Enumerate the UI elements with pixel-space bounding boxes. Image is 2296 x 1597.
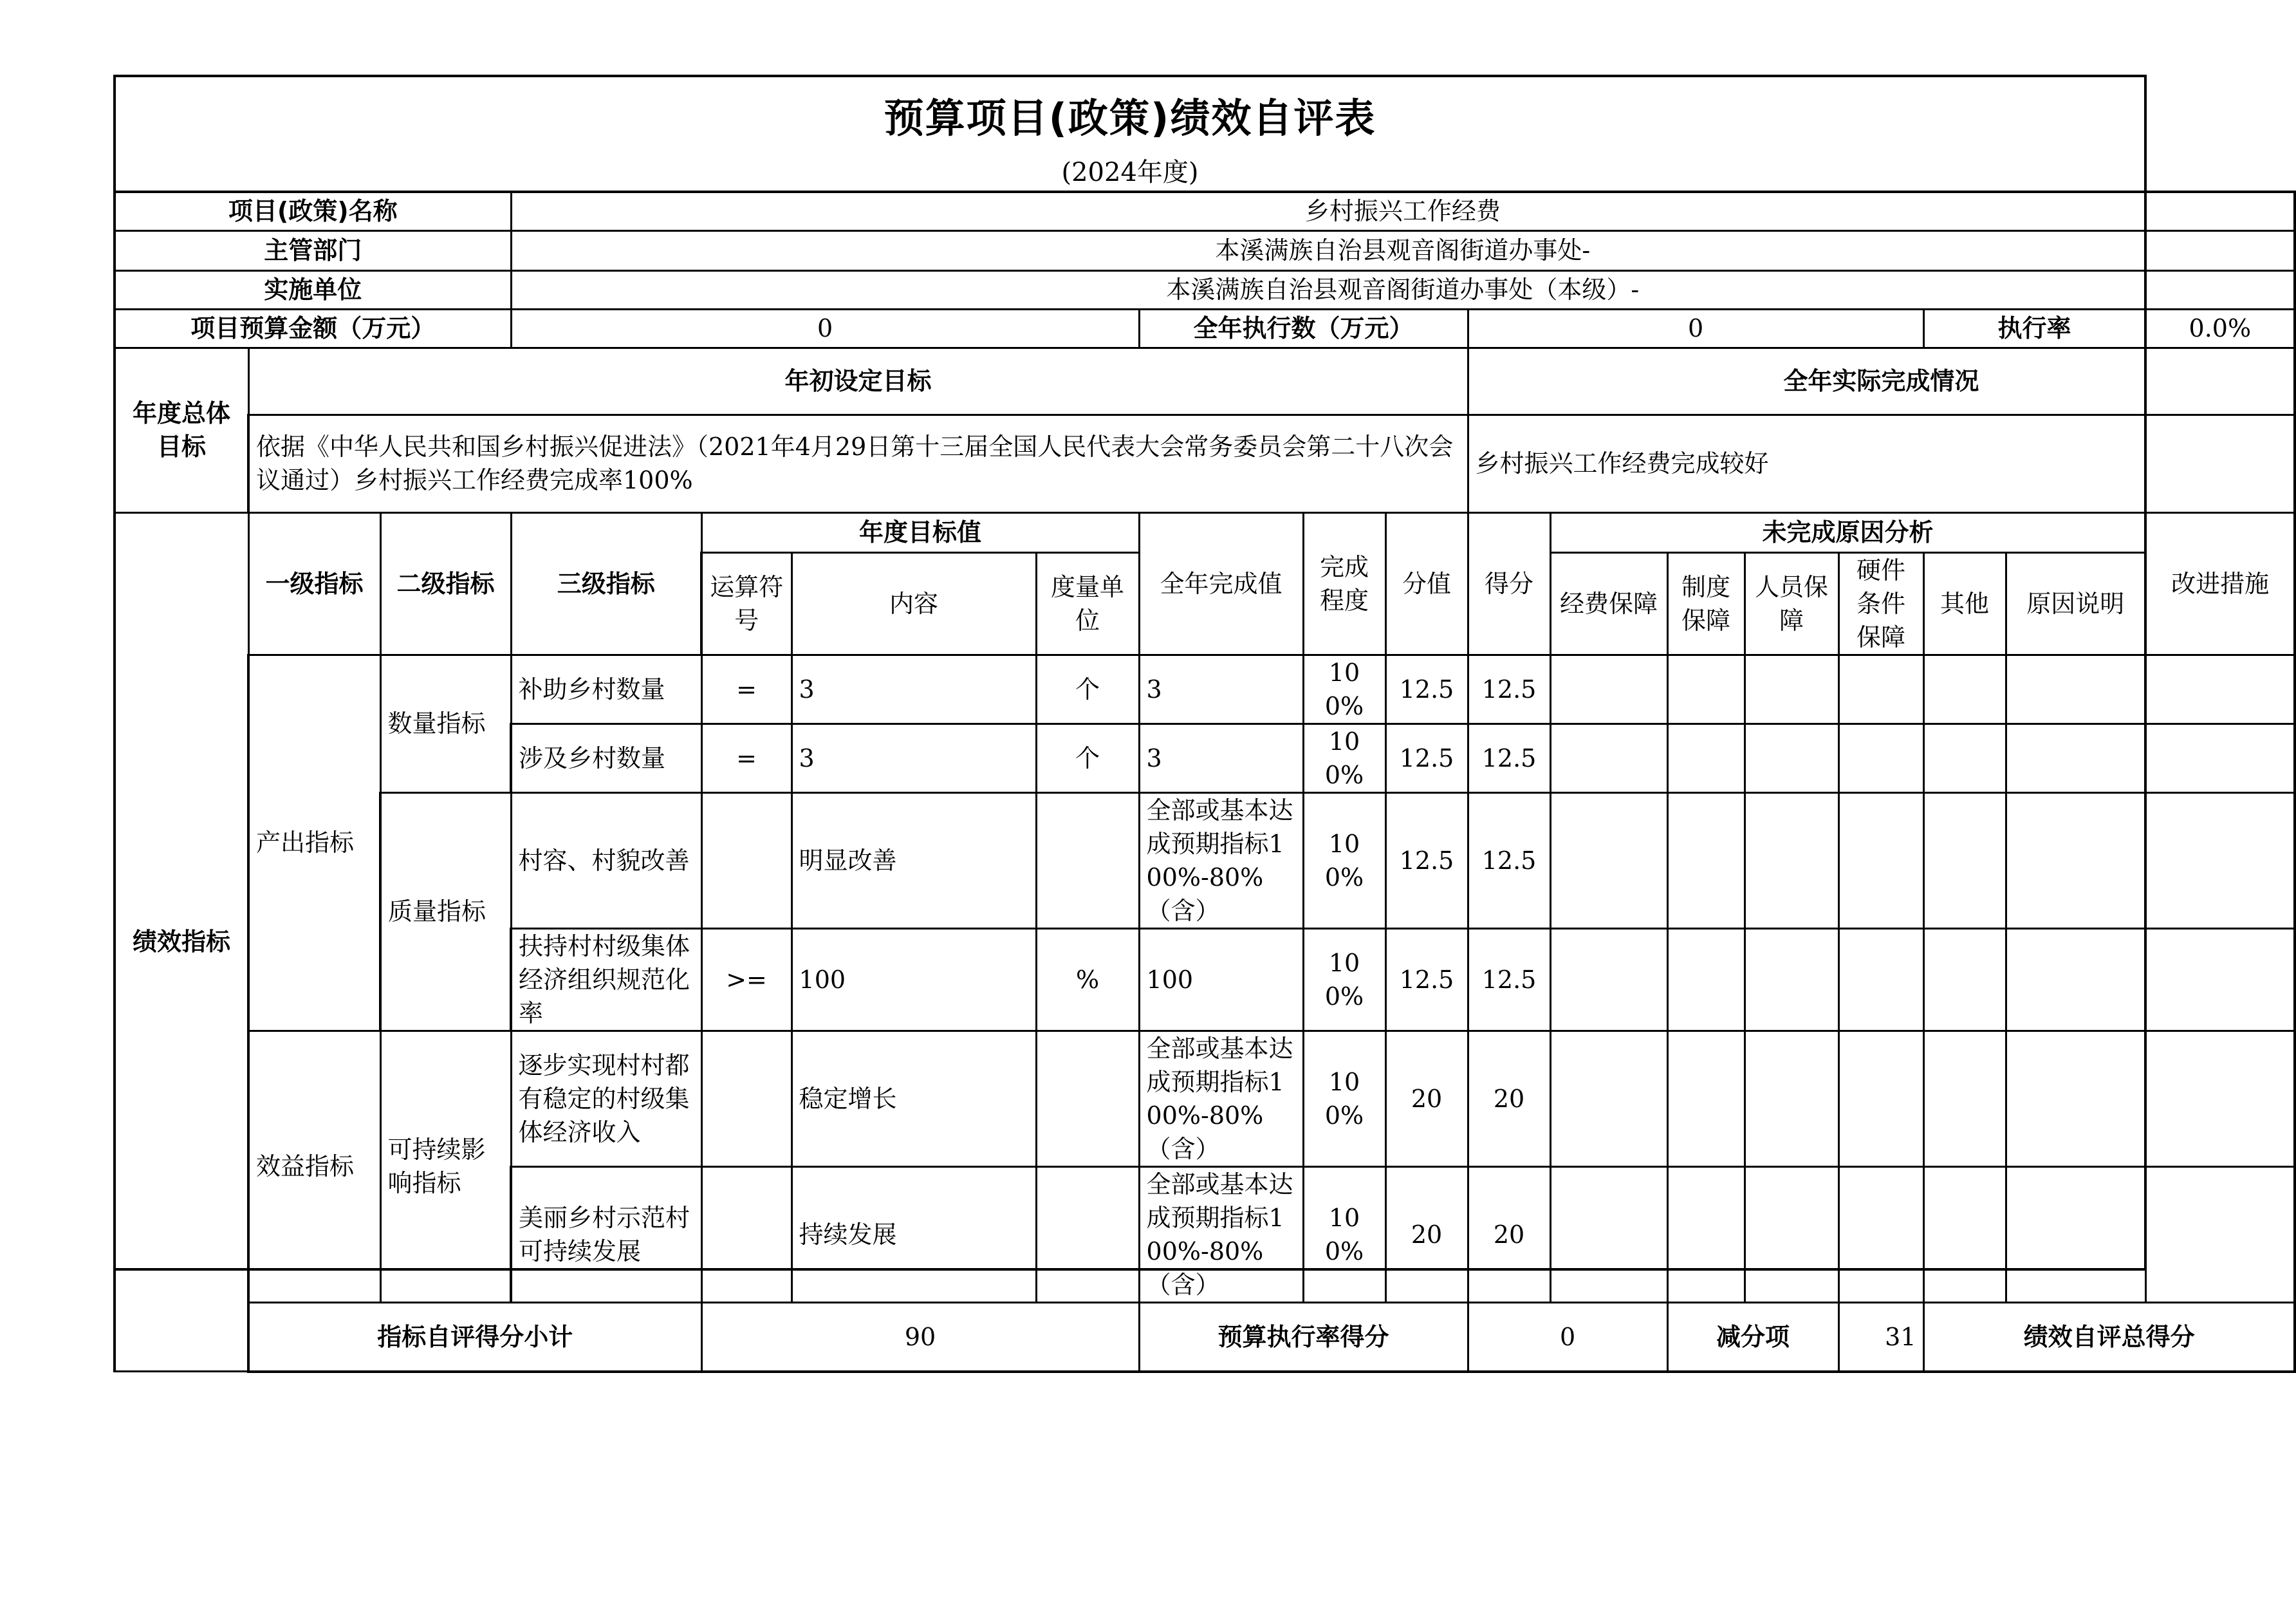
budget-score-label: 预算执行率得分: [1139, 1302, 1468, 1372]
indicator-name: 涉及乡村数量: [511, 724, 701, 792]
score-cell: 12.5: [1468, 928, 1550, 1031]
other-header: 其他: [1923, 552, 2006, 655]
actual-goal-label: 全年实际完成情况: [1468, 348, 2295, 415]
group-output: 产出指标: [248, 655, 380, 1031]
score-cell: 12.5: [1468, 655, 1550, 724]
completion-cell: 100%: [1303, 1031, 1385, 1166]
score-value-cell: 12.5: [1385, 792, 1468, 928]
subtotal-value: 90: [701, 1302, 1139, 1372]
budget-amount-label: 项目预算金额（万元）: [115, 309, 511, 348]
content-cell: 100: [792, 928, 1036, 1031]
explanation-header: 原因说明: [2006, 552, 2145, 655]
content-cell: 持续发展: [792, 1166, 1036, 1302]
total-score-label: 绩效自评总得分: [1923, 1302, 2295, 1372]
subtotal-label: 指标自评得分小计: [248, 1302, 701, 1372]
row-perf-header-1: [115, 512, 2295, 552]
score-cell: 20: [1468, 1031, 1550, 1166]
goals-label: 年度总体目标: [115, 348, 248, 512]
actual-goal-text: 乡村振兴工作经费完成较好: [1468, 415, 2295, 512]
content-cell: 稳定增长: [792, 1031, 1036, 1166]
actual-cell: 100: [1139, 928, 1303, 1031]
group-quality: 质量指标: [380, 792, 511, 1031]
exec-rate-value: 0.0%: [2145, 309, 2295, 348]
perf-label: 绩效指标: [115, 512, 248, 1372]
content-cell: 3: [792, 724, 1036, 792]
score-cell: 12.5: [1468, 724, 1550, 792]
score-cell: 12.5: [1468, 792, 1550, 928]
executed-value: 0: [1468, 309, 1923, 348]
indicator-name: 村容、村貌改善: [511, 792, 701, 928]
system-header: 制度保障: [1667, 552, 1745, 655]
completion-cell: 100%: [1303, 792, 1385, 928]
actual-cell: 3: [1139, 724, 1303, 792]
annual-target-header: 年度目标值: [701, 512, 1139, 552]
budget-amount-value: 0: [511, 309, 1139, 348]
operator-cell: =: [701, 724, 792, 792]
operator-cell: [701, 1031, 792, 1166]
row-dept: [115, 230, 2295, 270]
completion-cell: 100%: [1303, 928, 1385, 1031]
operator-cell: [701, 1166, 792, 1302]
operator-cell: [701, 792, 792, 928]
deduction-label: 减分项: [1667, 1302, 1838, 1372]
content-cell: 明显改善: [792, 792, 1036, 928]
group-quantity: 数量指标: [380, 655, 511, 792]
completion-cell: 100%: [1303, 1166, 1385, 1302]
page-subtitle: (2024年度): [1061, 158, 1199, 187]
indicator-name: 扶持村村级集体经济组织规范化率: [511, 928, 701, 1031]
actual-cell: 全部或基本达成预期指标100%-80%（含）: [1139, 1031, 1303, 1166]
score-header: 得分: [1468, 512, 1550, 655]
indicator-name: 逐步实现村村都有稳定的村级集体经济收入: [511, 1031, 701, 1166]
evaluation-table: [113, 191, 2296, 1373]
unit-cell: [1036, 1166, 1139, 1302]
unit-cell: [1036, 1031, 1139, 1166]
unit-header: 度量单位: [1036, 552, 1139, 655]
level1-header: 一级指标: [248, 512, 380, 655]
unit-cell: 个: [1036, 655, 1139, 724]
dept-value: 本溪满族自治县观音阁街道办事处-: [511, 230, 2295, 270]
group-sustain: 可持续影响指标: [380, 1031, 511, 1302]
row-goals-header: [115, 348, 2295, 415]
reasons-header: 未完成原因分析: [1550, 512, 2145, 552]
completion-cell: 100%: [1303, 655, 1385, 724]
completion-header: 完成程度: [1303, 512, 1385, 655]
unit-cell: [1036, 792, 1139, 928]
project-name-value: 乡村振兴工作经费: [511, 192, 2295, 230]
score-cell: 20: [1468, 1166, 1550, 1302]
score-value-header: 分值: [1385, 512, 1468, 655]
score-value-cell: 12.5: [1385, 928, 1468, 1031]
unit-value: 本溪满族自治县观音阁街道办事处（本级）-: [511, 270, 2295, 309]
title-block: [113, 75, 2147, 192]
score-value-cell: 20: [1385, 1166, 1468, 1302]
unit-cell: %: [1036, 928, 1139, 1031]
table-row: [115, 792, 2295, 928]
row-goals-content: [115, 415, 2295, 512]
level2-header: 二级指标: [380, 512, 511, 655]
row-unit: [115, 270, 2295, 309]
operator-cell: =: [701, 655, 792, 724]
exec-rate-label: 执行率: [1923, 309, 2145, 348]
content-cell: 3: [792, 655, 1036, 724]
unit-label: 实施单位: [115, 270, 511, 309]
group-benefit: 效益指标: [248, 1031, 380, 1302]
indicator-name: 补助乡村数量: [511, 655, 701, 724]
actual-cell: 全部或基本达成预期指标100%-80%（含）: [1139, 1166, 1303, 1302]
hardware-header: 硬件条件保障: [1838, 552, 1923, 655]
score-value-cell: 20: [1385, 1031, 1468, 1166]
initial-goal-text: 依据《中华人民共和国乡村振兴促进法》（2021年4月29日第十三届全国人民代表大会常务委员会第二十八次会议通过）乡村振兴工作经费完成率100%: [248, 415, 1468, 512]
improvement-header: 改进措施: [2145, 512, 2295, 655]
budget-score-value: 0: [1468, 1302, 1667, 1372]
executed-label: 全年执行数（万元）: [1139, 309, 1468, 348]
initial-goal-label: 年初设定目标: [248, 348, 1468, 415]
unit-cell: 个: [1036, 724, 1139, 792]
score-value-cell: 12.5: [1385, 655, 1468, 724]
row-project-name: [115, 192, 2295, 230]
row-budget: [115, 309, 2295, 348]
content-header: 内容: [792, 552, 1036, 655]
level3-header: 三级指标: [511, 512, 701, 655]
actual-cell: 3: [1139, 655, 1303, 724]
table-row: [115, 655, 2295, 724]
table-row: [115, 1031, 2295, 1166]
personnel-header: 人员保障: [1745, 552, 1838, 655]
operator-cell: >=: [701, 928, 792, 1031]
project-name-label: 项目(政策)名称: [115, 192, 511, 230]
deduction-value: 31: [1838, 1302, 1923, 1372]
row-footer: [115, 1302, 2295, 1372]
score-value-cell: 12.5: [1385, 724, 1468, 792]
indicator-name: 美丽乡村示范村可持续发展: [511, 1166, 701, 1302]
dept-label: 主管部门: [115, 230, 511, 270]
actual-value-header: 全年完成值: [1139, 512, 1303, 655]
funding-header: 经费保障: [1550, 552, 1667, 655]
actual-cell: 全部或基本达成预期指标100%-80%（含）: [1139, 792, 1303, 928]
page-title: 预算项目(政策)绩效自评表: [884, 95, 1376, 142]
operator-header: 运算符号: [701, 552, 792, 655]
completion-cell: 100%: [1303, 724, 1385, 792]
